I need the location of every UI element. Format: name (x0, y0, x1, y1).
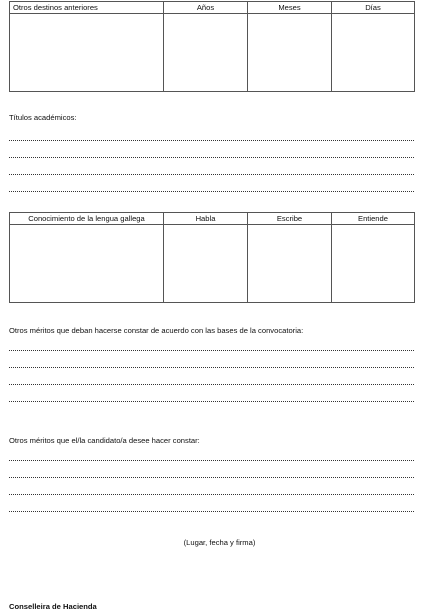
header-previous-posts: Otros destinos anteriores (10, 2, 164, 14)
merits-candidate-label: Otros méritos que el/la candidato/a desee hacer constar: (9, 436, 200, 445)
merits-bases-label: Otros méritos que deban hacerse constar de acuerdo con las bases de la convocatoria: (9, 326, 304, 335)
previous-posts-table (9, 1, 415, 92)
header-understands: Entiende (332, 213, 415, 225)
academic-line-1[interactable] (9, 140, 414, 141)
header-years: Años (164, 2, 248, 14)
header-writes: Escribe (248, 213, 332, 225)
merits-bases-line-4[interactable] (9, 401, 414, 402)
merits-candidate-line-4[interactable] (9, 511, 414, 512)
speaks-cell[interactable] (164, 225, 248, 303)
months-cell[interactable] (248, 14, 332, 92)
merits-bases-line-1[interactable] (9, 350, 414, 351)
header-speaks: Habla (164, 213, 248, 225)
academic-titles-label: Títulos académicos: (9, 113, 77, 122)
merits-bases-line-3[interactable] (9, 384, 414, 385)
merits-candidate-line-1[interactable] (9, 460, 414, 461)
header-galician-knowledge: Conocimiento de la lengua gallega (10, 213, 164, 225)
header-months: Meses (248, 2, 332, 14)
galician-language-table (9, 212, 415, 303)
merits-candidate-line-3[interactable] (9, 494, 414, 495)
academic-line-3[interactable] (9, 174, 414, 175)
days-cell[interactable] (332, 14, 415, 92)
merits-bases-line-2[interactable] (9, 367, 414, 368)
academic-line-4[interactable] (9, 191, 414, 192)
previous-posts-cell[interactable] (10, 14, 164, 92)
academic-line-2[interactable] (9, 157, 414, 158)
galician-knowledge-cell[interactable] (10, 225, 164, 303)
galician-header-row (10, 213, 415, 225)
previous-posts-entry-row (10, 14, 415, 92)
merits-candidate-line-2[interactable] (9, 477, 414, 478)
previous-posts-header-row (10, 2, 415, 14)
signature-place-date: (Lugar, fecha y firma) (183, 538, 256, 547)
header-days: Días (332, 2, 415, 14)
years-cell[interactable] (164, 14, 248, 92)
writes-cell[interactable] (248, 225, 332, 303)
galician-entry-row (10, 225, 415, 303)
footer-addressee: Conselleira de Hacienda (9, 602, 97, 611)
understands-cell[interactable] (332, 225, 415, 303)
